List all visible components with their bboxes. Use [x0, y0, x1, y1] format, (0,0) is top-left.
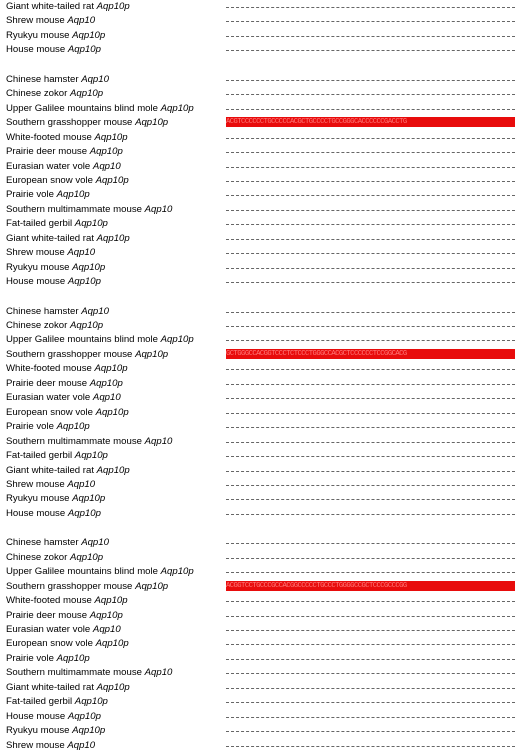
sequence-gap: [226, 413, 515, 414]
species-name: Chinese hamster: [6, 305, 82, 317]
row-label: [6, 247, 95, 259]
sequence-gap: [226, 572, 515, 573]
alignment-row: [0, 637, 528, 651]
alignment-row: [0, 73, 528, 87]
sequence-gap: [226, 167, 515, 168]
species-name: Chinese zokor: [6, 88, 70, 100]
row-label: [6, 44, 101, 56]
gene-name: Aqp10p: [70, 320, 104, 331]
sequence-gap: [226, 369, 515, 370]
alignment-row: [0, 449, 528, 463]
alignment-row: [0, 305, 528, 319]
gene-name: Aqp10p: [135, 348, 169, 360]
species-name: Southern grasshopper mouse: [6, 117, 136, 129]
sequence-gap: [226, 673, 515, 674]
row-label: [6, 218, 108, 230]
sequence-gap: [226, 427, 515, 428]
alignment-row: [0, 536, 528, 550]
species-name: Prairie vole: [6, 189, 57, 201]
species-name: Eurasian water vole: [6, 624, 93, 635]
sequence-gap: [226, 543, 515, 544]
sequence-gap: [226, 630, 515, 631]
species-name: Chinese zokor: [6, 551, 70, 563]
sequence-gap: [226, 616, 515, 617]
gene-name: Aqp10p: [96, 1, 130, 12]
alignment-row: [0, 102, 528, 116]
row-label: [6, 725, 105, 737]
row-label: [6, 320, 103, 332]
sequence-gap: [226, 195, 515, 196]
sequence-gap: [226, 731, 515, 732]
row-label: [6, 407, 129, 419]
row-label: [6, 595, 128, 607]
alignment-row: [0, 681, 528, 695]
sequence-gap: [226, 181, 515, 182]
gene-name: Aqp10p: [160, 102, 194, 114]
species-name: House mouse: [6, 44, 68, 56]
row-label: [6, 276, 101, 288]
sequence-gap: [226, 644, 515, 645]
sequence-gap: [226, 558, 515, 559]
sequence-gap: [226, 21, 515, 22]
sequence-gap: [226, 499, 515, 500]
row-label: [6, 552, 103, 564]
alignment-row: [0, 160, 528, 174]
alignment-row: [0, 87, 528, 101]
species-name: European snow vole: [6, 406, 96, 418]
species-name: Upper Galilee mountains blind mole: [6, 566, 161, 578]
species-name: Chinese zokor: [6, 320, 70, 331]
alignment-row: [0, 174, 528, 188]
species-name: Giant white-tailed rat: [6, 232, 97, 244]
gene-name: Aqp10p: [67, 710, 101, 722]
alignment-row: [0, 333, 528, 347]
species-name: European snow vole: [6, 638, 96, 650]
species-name: Ryukyu mouse: [6, 725, 73, 737]
sequence-gap: [226, 239, 515, 240]
gene-name: Aqp10p: [56, 652, 90, 664]
alignment-row: [0, 275, 528, 289]
sequence-gap: [226, 702, 515, 703]
row-label: [6, 493, 105, 505]
row-label: [6, 103, 194, 115]
gene-name: Aqp10p: [67, 44, 101, 56]
sequence-gap: [226, 152, 515, 153]
species-name: Eurasian water vole: [6, 160, 93, 172]
gene-name: Aqp10p: [89, 146, 123, 158]
alignment-row: [0, 710, 528, 724]
sequence-gap: [226, 340, 515, 341]
gene-name: Aqp10p: [74, 218, 108, 230]
alignment-row: [0, 739, 528, 753]
alignment-row: [0, 246, 528, 260]
species-name: Southern multimammate mouse: [6, 667, 145, 679]
gene-name: Aqp10p: [96, 681, 130, 693]
gene-name: Aqp10p: [74, 450, 108, 462]
alignment-row: [0, 420, 528, 434]
row-label: [6, 363, 128, 375]
alignment-row: [0, 652, 528, 666]
gene-name: Aqp10: [67, 478, 96, 490]
sequence-gap: [226, 282, 515, 283]
gene-name: Aqp10p: [96, 464, 130, 476]
alignment-row: [0, 29, 528, 43]
gene-name: Aqp10p: [72, 29, 106, 41]
species-name: Southern multimammate mouse: [6, 435, 145, 447]
sequence-gap: [226, 601, 515, 602]
gene-name: Aqp10p: [56, 189, 90, 201]
species-name: Shrew mouse: [6, 739, 68, 751]
gene-name: Aqp10p: [89, 377, 123, 389]
gene-name: Aqp10p: [72, 261, 106, 273]
row-label: [6, 378, 123, 390]
species-name: Giant white-tailed rat: [6, 681, 97, 693]
row-label: [6, 132, 128, 144]
gene-name: Aqp10p: [74, 696, 108, 708]
sequence-gap: [226, 485, 515, 486]
gene-name: Aqp10: [144, 203, 173, 215]
alignment-row: [0, 188, 528, 202]
row-label: [6, 233, 130, 245]
row-label: [6, 349, 168, 361]
highlighted-sequence: GCTGGGCCACGGTCCCTCTCCCTGGGCCACGCTCCCCCCTCCGGCACG: [226, 349, 515, 359]
gene-name: Aqp10: [67, 247, 96, 259]
row-label: [6, 479, 95, 491]
highlighted-sequence: ACGGTCCTGCCCGCCACGGCCCCCTGCCCTGGGGCCGCTCCCGCCCGG: [226, 581, 515, 591]
species-name: House mouse: [6, 710, 68, 722]
alignment-row: [0, 551, 528, 565]
gene-name: Aqp10: [81, 305, 109, 317]
row-label: [6, 638, 129, 650]
gene-name: Aqp10p: [135, 117, 169, 129]
sequence-gap: [226, 471, 515, 472]
sequence-gap: [226, 210, 515, 211]
sequence-gap: [226, 398, 515, 399]
gene-name: Aqp10: [67, 15, 96, 27]
alignment-row: [0, 43, 528, 57]
alignment-row: [0, 232, 528, 246]
sequence-gap: [226, 224, 515, 225]
sequence-gap: [226, 384, 515, 385]
row-label: [6, 653, 90, 665]
gene-name: Aqp10: [92, 392, 121, 404]
row-label: [6, 15, 95, 27]
species-name: House mouse: [6, 507, 68, 519]
species-name: European snow vole: [6, 174, 96, 186]
gene-name: Aqp10: [81, 73, 109, 85]
sequence-gap: [226, 138, 515, 139]
gene-name: Aqp10: [144, 667, 173, 679]
row-label: [6, 392, 121, 404]
alignment-row: [0, 724, 528, 738]
species-name: Prairie deer mouse: [6, 146, 90, 158]
row-label: [6, 30, 105, 42]
row-label: [6, 421, 90, 433]
row-label: [6, 711, 101, 723]
species-name: Southern grasshopper mouse: [6, 580, 136, 592]
alignment-row-highlighted: [0, 348, 528, 362]
alignment-row: [0, 377, 528, 391]
species-name: Eurasian water vole: [6, 392, 93, 404]
alignment-row: [0, 609, 528, 623]
row-label: [6, 262, 105, 274]
alignment-row-highlighted: [0, 116, 528, 130]
row-label: [6, 204, 172, 216]
sequence-gap: [226, 253, 515, 254]
alignment-row: [0, 492, 528, 506]
sequence-gap: [226, 80, 515, 81]
alignment-row: [0, 0, 528, 14]
gene-name: Aqp10p: [70, 551, 104, 563]
sequence-gap: [226, 50, 515, 51]
row-label: [6, 74, 109, 86]
species-name: Ryukyu mouse: [6, 493, 73, 505]
gene-name: Aqp10p: [94, 131, 128, 143]
species-name: House mouse: [6, 276, 68, 288]
species-name: Fat-tailed gerbil: [6, 450, 75, 462]
alignment-row: [0, 565, 528, 579]
species-name: Prairie vole: [6, 421, 57, 433]
alignment-row: [0, 319, 528, 333]
alignment-row: [0, 203, 528, 217]
alignment-row: [0, 507, 528, 521]
species-name: Shrew mouse: [6, 247, 68, 259]
gene-name: Aqp10p: [67, 276, 101, 288]
species-name: White-footed mouse: [6, 131, 95, 143]
row-label: [6, 508, 101, 520]
alignment-row: [0, 131, 528, 145]
sequence-gap: [226, 659, 515, 660]
species-name: Southern grasshopper mouse: [6, 348, 136, 360]
gene-name: Aqp10p: [67, 507, 101, 519]
row-label: [6, 117, 168, 129]
species-name: Upper Galilee mountains blind mole: [6, 102, 161, 114]
sequence-gap: [226, 746, 515, 747]
row-label: [6, 682, 130, 694]
species-name: White-footed mouse: [6, 595, 95, 607]
row-label: [6, 436, 172, 448]
species-name: Chinese hamster: [6, 73, 82, 85]
alignment-row-highlighted: [0, 580, 528, 594]
row-label: [6, 88, 103, 100]
row-label: [6, 306, 109, 318]
species-name: Prairie deer mouse: [6, 377, 90, 389]
alignment-row: [0, 435, 528, 449]
row-label: [6, 537, 109, 549]
species-name: Southern multimammate mouse: [6, 203, 145, 215]
species-name: Fat-tailed gerbil: [6, 696, 75, 708]
gene-name: Aqp10p: [160, 334, 194, 346]
gene-name: Aqp10: [92, 160, 121, 172]
row-label: [6, 161, 121, 173]
row-label: [6, 189, 90, 201]
sequence-gap: [226, 326, 515, 327]
row-label: [6, 624, 121, 636]
sequence-gap: [226, 514, 515, 515]
sequence-gap: [226, 442, 515, 443]
species-name: White-footed mouse: [6, 363, 95, 375]
gene-name: Aqp10p: [72, 725, 106, 737]
gene-name: Aqp10p: [94, 363, 128, 375]
row-label: [6, 610, 123, 622]
gene-name: Aqp10p: [160, 566, 194, 578]
gene-name: Aqp10p: [94, 595, 128, 607]
row-label: [6, 175, 129, 187]
gene-name: Aqp10: [67, 739, 96, 751]
gene-name: Aqp10p: [56, 421, 90, 433]
alignment-row: [0, 478, 528, 492]
species-name: Upper Galilee mountains blind mole: [6, 334, 161, 346]
species-name: Prairie vole: [6, 652, 57, 664]
sequence-gap: [226, 109, 515, 110]
sequence-gap: [226, 717, 515, 718]
gene-name: Aqp10p: [70, 88, 104, 100]
species-name: Giant white-tailed rat: [6, 464, 97, 476]
alignment-row: [0, 261, 528, 275]
species-name: Prairie deer mouse: [6, 609, 90, 621]
sequence-gap: [226, 456, 515, 457]
gene-name: Aqp10p: [95, 638, 129, 650]
gene-name: Aqp10: [92, 624, 121, 635]
row-label: [6, 667, 172, 679]
species-name: Shrew mouse: [6, 478, 68, 490]
row-label: [6, 566, 194, 578]
alignment-row: [0, 666, 528, 680]
row-label: [6, 334, 194, 346]
gene-name: Aqp10p: [89, 609, 123, 621]
species-name: Ryukyu mouse: [6, 261, 73, 273]
row-label: [6, 146, 123, 158]
alignment-row: [0, 695, 528, 709]
species-name: Chinese hamster: [6, 537, 82, 549]
gene-name: Aqp10p: [96, 232, 130, 244]
gene-name: Aqp10p: [95, 406, 129, 418]
gene-name: Aqp10p: [135, 580, 169, 592]
gene-name: Aqp10: [81, 537, 109, 549]
alignment-row: [0, 594, 528, 608]
row-label: [6, 450, 108, 462]
species-name: Giant white-tailed rat: [6, 1, 97, 12]
alignment-row: [0, 391, 528, 405]
gene-name: Aqp10p: [72, 493, 106, 505]
row-label: [6, 465, 130, 477]
highlighted-sequence: ACGTCCCCCCTGCCCCCACGCTGCCCCTGCCGGGCACCCCCCGACCTG: [226, 117, 515, 127]
sequence-gap: [226, 688, 515, 689]
row-label: [6, 696, 108, 708]
alignment-row: [0, 217, 528, 231]
sequence-gap: [226, 36, 515, 37]
alignment-row: [0, 145, 528, 159]
sequence-gap: [226, 312, 515, 313]
species-name: Ryukyu mouse: [6, 29, 73, 41]
row-label: [6, 1, 130, 13]
species-name: Shrew mouse: [6, 15, 68, 27]
row-label: [6, 581, 168, 593]
sequence-gap: [226, 7, 515, 8]
alignment-row: [0, 14, 528, 28]
alignment-row: [0, 464, 528, 478]
alignment-row: [0, 406, 528, 420]
sequence-gap: [226, 94, 515, 95]
alignment-row: [0, 623, 528, 637]
row-label: [6, 740, 95, 752]
alignment-row: [0, 362, 528, 376]
sequence-gap: [226, 268, 515, 269]
gene-name: Aqp10p: [95, 174, 129, 186]
gene-name: Aqp10: [144, 435, 173, 447]
species-name: Fat-tailed gerbil: [6, 218, 75, 230]
